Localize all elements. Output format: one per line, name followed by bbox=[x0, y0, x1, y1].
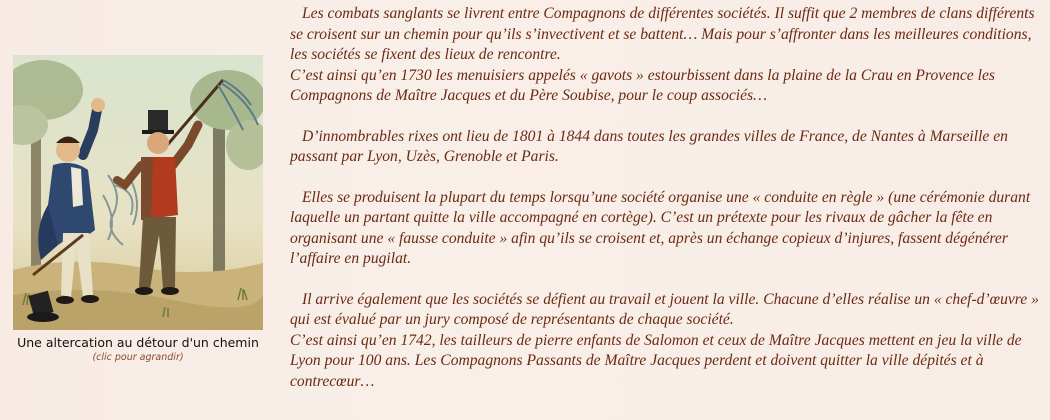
enlarge-hint-link[interactable]: (clic pour agrandir) bbox=[92, 352, 184, 363]
paragraph-1-continuation: C’est ainsi qu’en 1730 les menuisiers appelés « gavots » estourbissent dans la plaine de la Crau en Provence les Compagnons de Maître Jacques et du Père Soubise, pour le coup associés… bbox=[290, 66, 995, 104]
figure bbox=[13, 55, 263, 365]
article-text bbox=[290, 4, 1042, 392]
paragraph-4: Il arrive également que les sociétés se défient au travail et jouent la ville. Chacune d’elles réalise un « chef-d’œuvre » qui est évalué par un jury composé de représentants de chaque société. bbox=[290, 290, 1039, 328]
paragraph-2: D’innombrables rixes ont lieu de 1801 à 1844 dans toutes les grandes villes de France, de Nantes à Marseille en passant par Lyon, Uzès, Grenoble et Paris. bbox=[290, 127, 1008, 165]
illustration-image[interactable] bbox=[13, 55, 263, 330]
figure-caption: Une altercation au détour d'un chemin bbox=[17, 335, 259, 350]
paragraph-4-continuation: C’est ainsi qu’en 1742, les tailleurs de pierre enfants de Salomon et ceux de Maître Jacques mettent en jeu la ville de Lyon pour 100 ans. Les Compagnons Passants de Maître Jacques perdent et doivent quitter la ville dépités et à contrecœur… bbox=[290, 331, 1022, 390]
paragraph-1: Les combats sanglants se livrent entre Compagnons de différentes sociétés. Il suffit que 2 membres de clans différents se croisent sur un chemin pour qu’ils s’invectivent et se battent… Mais pour s’affronter dans les meilleures conditions, les sociétés se fixent des lieux de rencontre. bbox=[290, 5, 1035, 63]
paragraph-3: Elles se produisent la plupart du temps lorsqu’une société organise une « conduite en règle » (une cérémonie durant laquelle un partant quitte la ville accompagné en cortège). C’est un prétexte pour les rivaux de gâcher la fête en organisant une « fausse conduite » afin qu’ils se croisent et, après un échange copieux d’injures, fassent dégénérer l’affaire en pugilat. bbox=[290, 188, 1031, 267]
